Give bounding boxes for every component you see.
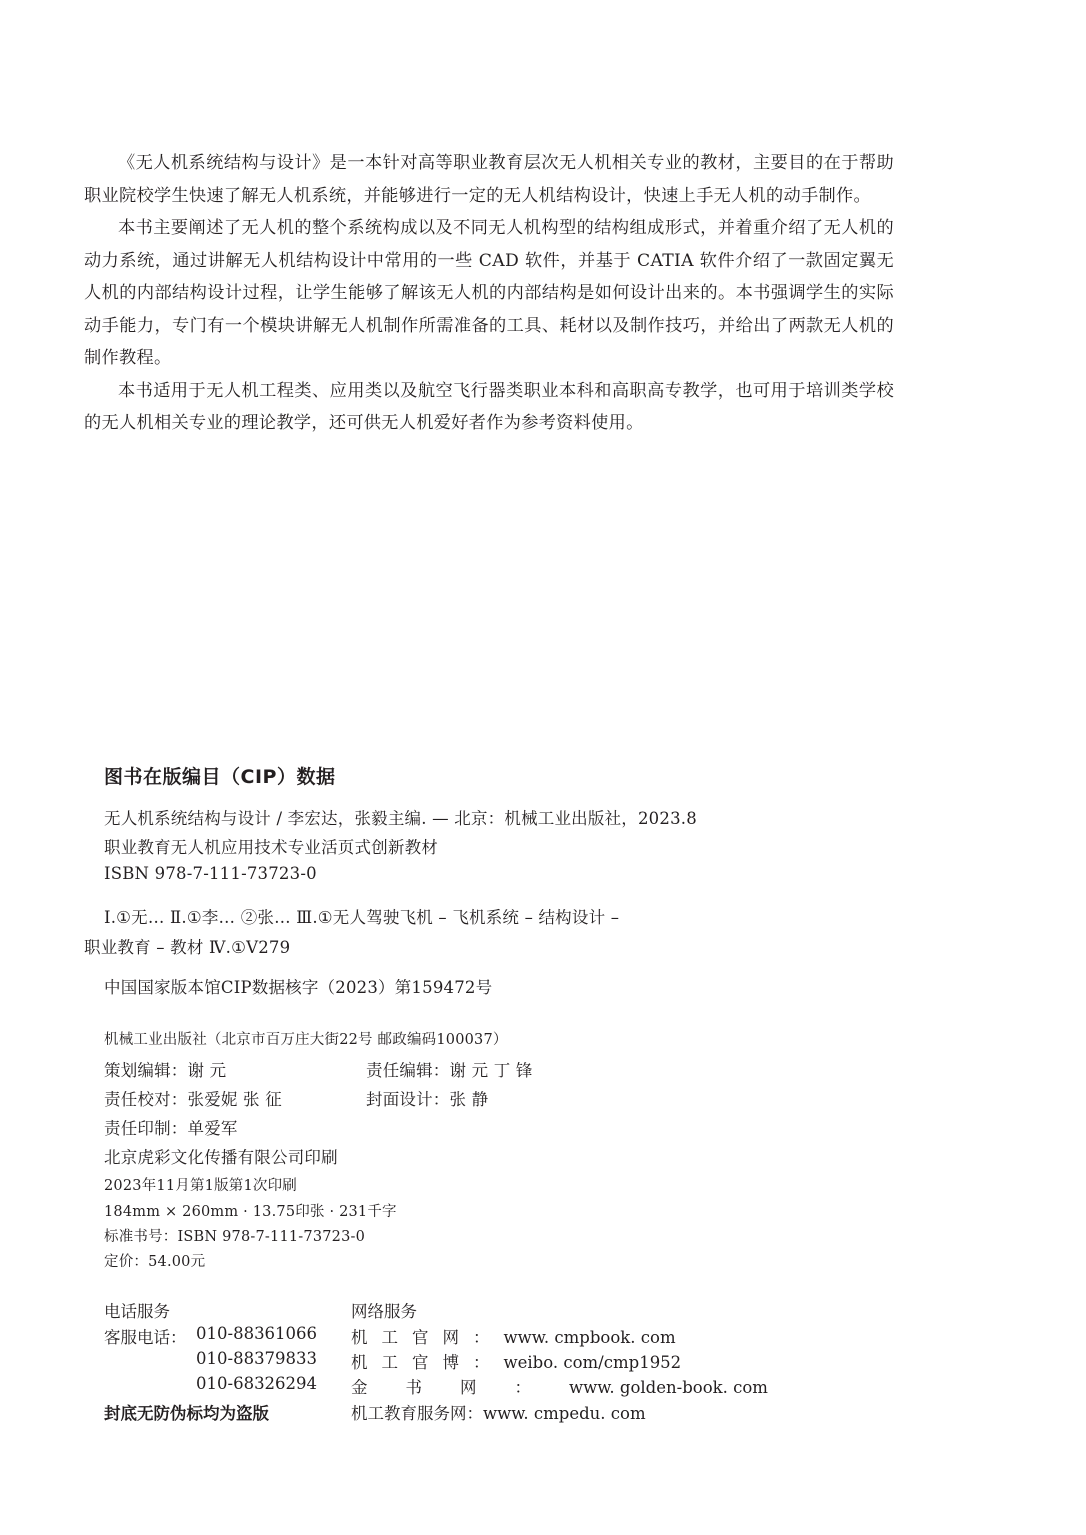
network-value: weibo. com/cmp1952 — [503, 1353, 682, 1372]
cover-design: 封面设计：张 静 — [366, 1090, 489, 1109]
network-label: 金书网： — [351, 1378, 569, 1397]
network-item — [351, 1400, 646, 1424]
standard-isbn: 标准书号：ISBN 978-7-111-73723-0 — [104, 1229, 366, 1245]
responsible-editor: 责任编辑：谢 元 丁 锋 — [366, 1061, 533, 1080]
edition: 2023年11月第1版第1次印刷 — [104, 1178, 298, 1194]
anti-piracy-notice: 封底无防伪标均为盗版 — [104, 1404, 269, 1423]
network-label: 机工官网： — [351, 1328, 504, 1347]
network-item — [351, 1324, 676, 1348]
cip-classification-1: Ⅰ.①无… Ⅱ.①李… ②张… Ⅲ.①无人驾驶飞机 – 飞机系统 – 结构设计 – — [104, 908, 620, 927]
publisher-name-address: 机械工业出版社（北京市百万庄大街22号 邮政编码100037） — [104, 1032, 508, 1048]
network-heading: 网络服务 — [351, 1302, 417, 1321]
abstract-paragraph: 本书适用于无人机工程类、应用类以及航空飞行器类职业本科和高职高专教学，也可用于培训类学校的无人机相关专业的理论教学，还可供无人机爱好者作为参考资料使用。 — [84, 380, 894, 433]
cip-number: 中国国家版本馆CIP数据核字（2023）第159472号 — [104, 978, 493, 997]
phone-heading: 电话服务 — [104, 1302, 170, 1321]
phone-number: 010-68326294 — [196, 1374, 318, 1393]
cip-isbn: ISBN 978-7-111-73723-0 — [104, 864, 317, 883]
cip-classification-2: 职业教育 – 教材 Ⅳ.①V279 — [84, 938, 291, 957]
abstract — [84, 147, 894, 440]
cip-title: 图书在版编目（CIP）数据 — [104, 766, 336, 788]
network-label: 机工官博： — [351, 1353, 504, 1372]
cip-series: 职业教育无人机应用技术专业活页式创新教材 — [104, 838, 438, 857]
network-value: www. cmpbook. com — [503, 1328, 676, 1347]
printing-supervisor: 责任印制：单爱军 — [104, 1119, 238, 1138]
network-value: www. golden-book. com — [569, 1378, 768, 1397]
price: 定价：54.00元 — [104, 1254, 206, 1270]
printer: 北京虎彩文化传播有限公司印刷 — [104, 1148, 338, 1167]
hotline-label: 客服电话： — [104, 1328, 187, 1347]
network-item — [351, 1349, 681, 1373]
format: 184mm × 260mm · 13.75印张 · 231千字 — [104, 1204, 397, 1220]
proofreader: 责任校对：张爱妮 张 征 — [104, 1090, 282, 1109]
abstract-paragraph: 《无人机系统结构与设计》是一本针对高等职业教育层次无人机相关专业的教材，主要目的在于帮助职业院校学生快速了解无人机系统，并能够进行一定的无人机结构设计，快速上手无人机的动手制作。 — [84, 153, 894, 206]
network-label: 机工教育服务网： — [351, 1404, 483, 1423]
network-value: www. cmpedu. com — [483, 1404, 646, 1423]
phone-number: 010-88361066 — [196, 1324, 318, 1343]
abstract-paragraph: 本书主要阐述了无人机的整个系统构成以及不同无人机构型的结构组成形式，并着重介绍了无人机的动力系统，通过讲解无人机结构设计中常用的一些 CAD 软件，并基于 CATIA 软件介绍了一款固定翼无人机的内部结构设计过程，让学生能够了解该无人机的内部结构是如何设计出来的。本书强调学生的实际动手能力，专门有一个模块讲解无人机制作所需准备的工具、耗材以及制作技巧，并给出了两款无人机的制作教程。 — [84, 218, 894, 368]
network-item — [351, 1374, 768, 1398]
cip-book-line: 无人机系统结构与设计 / 李宏达，张毅主编. — 北京：机械工业出版社，2023.8 — [104, 809, 697, 828]
phone-number: 010-88379833 — [196, 1349, 318, 1368]
planning-editor: 策划编辑：谢 元 — [104, 1061, 227, 1080]
